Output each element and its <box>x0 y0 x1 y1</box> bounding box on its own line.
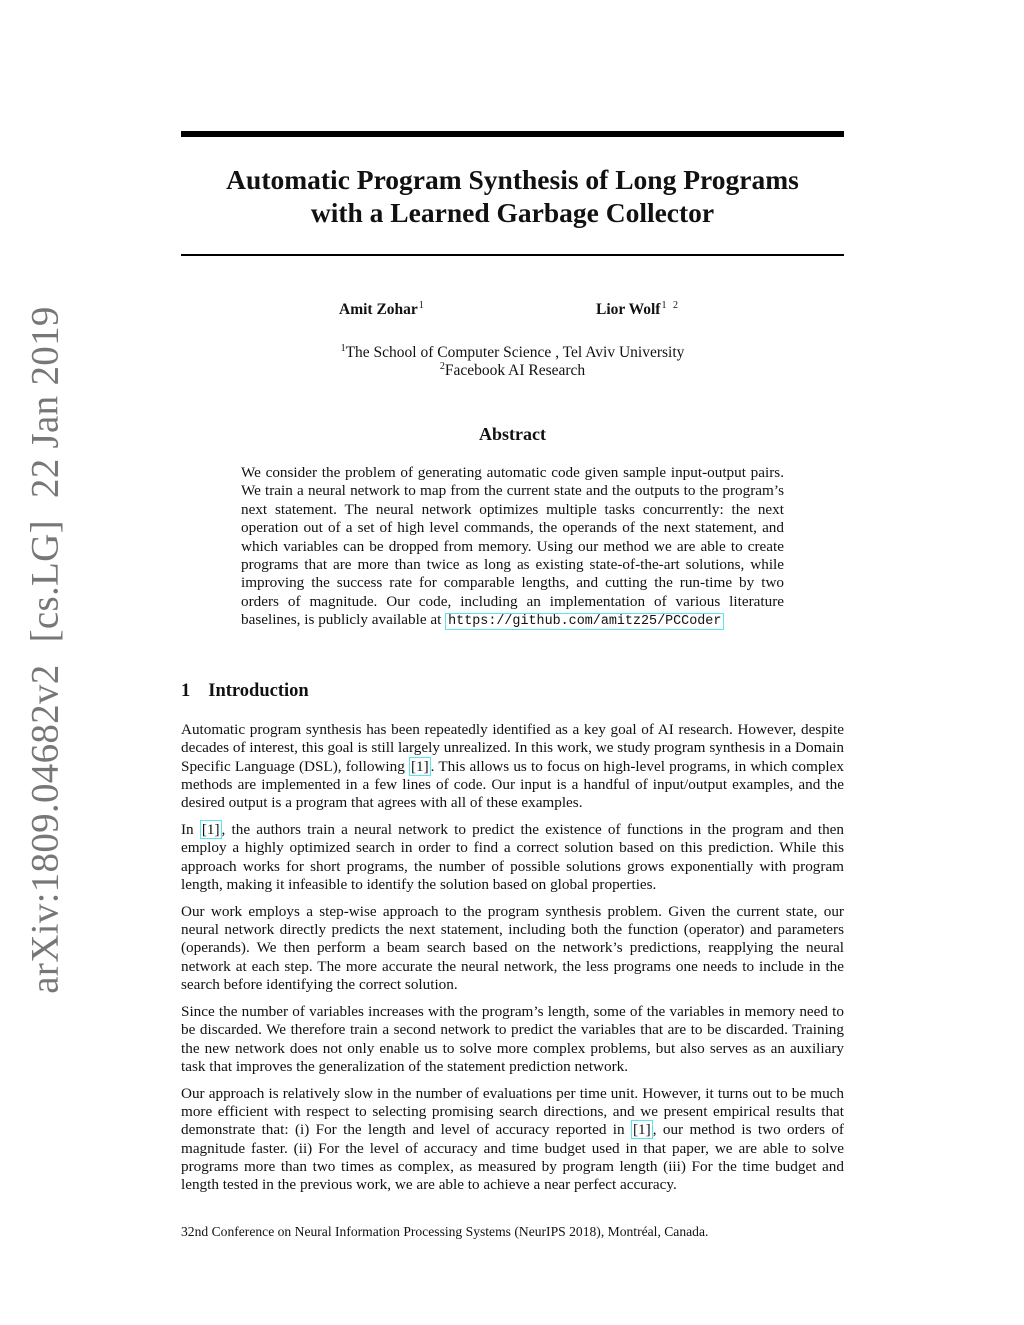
paragraph-5-part-b: , our method is two orders of magnitude faster. (ii) For the level of accuracy and time budget used in that paper, we are able to solve programs more than two times as complex, as measured by program length (iii) For the time budget and length tested in the previous work, we are able to achieve a near perfect accuracy. <box>181 1121 844 1194</box>
paragraph-4: Since the number of variables increases with the program’s length, some of the variables in memory need to be discarded. We therefore train a second network to predict the variables that are to be discarded. Training the new network does not only enable us to solve more complex problems, but also serves as an auxiliary task that improves the generalization of the statement prediction network. <box>181 1002 844 1075</box>
arxiv-date: 22 Jan 2019 <box>23 306 67 499</box>
abstract-heading: Abstract <box>479 424 546 444</box>
abstract-body: We consider the problem of generating automatic code given sample input-output pairs. We train a neural network to map from the current state and the outputs to the program’s next statement. The neural network optimizes multiple tasks concurrently: the next operation out of a set of high level commands, the operands of the next statement, and which variables can be dropped from memory. Using our method we are able to create programs that are more than twice as long as existing state-of-the-art solutions, while improving the success rate for comparable lengths, and cutting the run-time by two orders of magnitude. Our code, including an implementation of various literature baselines, is publicly available at <box>241 464 784 629</box>
paragraph-5 <box>181 1085 844 1195</box>
affiliation-2-mark: 2 <box>439 361 445 372</box>
introduction-body <box>181 721 844 1203</box>
citation-link[interactable]: [1] <box>632 1121 651 1139</box>
code-repository-link[interactable]: https://github.com/amitz25/PCCoder <box>445 613 724 630</box>
title-bottom-rule <box>181 254 844 256</box>
title-top-rule <box>181 131 844 137</box>
paragraph-2 <box>181 821 844 894</box>
author-2 <box>596 300 680 319</box>
citation-link[interactable]: [1] <box>410 757 429 775</box>
paragraph-2-part-a: In <box>181 821 200 839</box>
affiliation-1-mark: 1 <box>340 343 346 354</box>
section-heading-introduction <box>181 681 309 702</box>
arxiv-identifier-stamp <box>23 306 68 993</box>
author-1 <box>339 300 426 319</box>
abstract-text <box>241 464 784 632</box>
paragraph-5-part-a: Our approach is relatively slow in the number of evaluations per time unit. However, it turns out to be much more efficient with respect to selecting promising search directions, and we present empirical results that demonstrate that: (i) For the length and level of accuracy reported in <box>181 1084 844 1139</box>
paragraph-2-part-b: , the authors train a neural network to predict the existence of functions in the program and then employ a highly optimized search in order to find a correct solution based on this prediction. While this approach works for short programs, the number of possible solutions grows exponentially with program length, making it infeasible to identify the solution based on global properties. <box>181 821 844 893</box>
title-line-1: Automatic Program Synthesis of Long Programs <box>226 164 799 195</box>
arxiv-id: arXiv:1809.04682v2 <box>23 664 67 994</box>
citation-link[interactable]: [1] <box>201 821 220 839</box>
affiliation-2 <box>181 357 844 380</box>
paper-title <box>181 163 844 229</box>
section-number: 1 <box>181 681 191 701</box>
author-1-name: Amit Zohar <box>339 301 418 319</box>
arxiv-category: [cs.LG] <box>23 520 67 643</box>
paragraph-1-part-a: Automatic program synthesis has been repeatedly identified as a key goal of AI research. However, despite decades of interest, this goal is still largely unrealized. In this work, we study program synthesis in a Domain Specific Language (DSL), following <box>181 721 844 775</box>
section-title: Introduction <box>208 681 309 701</box>
title-line-2: with a Learned Garbage Collector <box>310 197 715 228</box>
author-2-affil-mark: 1 2 <box>661 300 680 311</box>
conference-footnote: 32nd Conference on Neural Information Processing Systems (NeurIPS 2018), Montréal, Canada. <box>181 1224 709 1239</box>
affiliation-2-text: Facebook AI Research <box>444 362 586 380</box>
author-2-name: Lior Wolf <box>596 301 661 319</box>
paragraph-3: Our work employs a step-wise approach to the program synthesis problem. Given the current state, our neural network directly predicts the next statement, including both the function (operator) and parameters (operands). We then perform a beam search based on the network’s predictions, reapplying the neural network at each step. The more accurate the neural network, the less programs one needs to include in the search before identifying the correct solution. <box>181 902 844 994</box>
affiliation-1-text: The School of Computer Science , Tel Aviv University <box>345 344 685 362</box>
paragraph-1 <box>181 721 844 812</box>
author-1-affil-mark: 1 <box>418 300 426 311</box>
paragraph-1-part-b: . This allows us to focus on high-level programs, in which complex methods are implemented in a few lines of code. Our input is a handful of input/output examples, and the desired output is a program that agrees with all of these examples. <box>181 757 844 812</box>
